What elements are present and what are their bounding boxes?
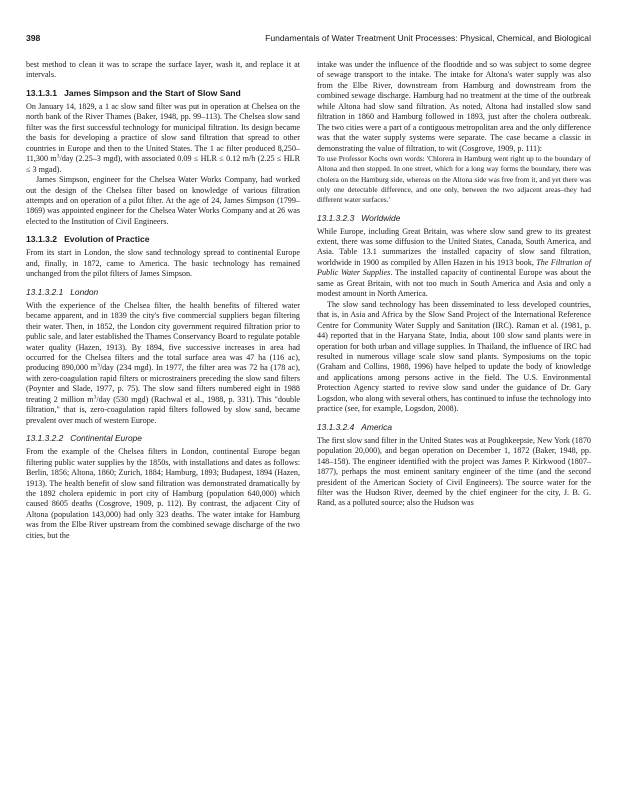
section-heading-13-1-3-1: 13.1.3.1 James Simpson and the Start of Slow Sand [26,87,241,98]
paragraph: The first slow sand filter in the United States was at Poughkeepsie, New York (1870 population 20,000), and began operation on December 1, 1872 (Baker, 1948, pp. 148–158). The engineer identified with the project was James P. Kirkwood (1807–1877), perhaps the most eminent sanitary engineer of the time (and the second president of the American Society of Civil Engineers). The source water for the filter was the Hudson River, deemed by the chief engineer for the city, J. B. G. Rand, as a polluted source; also the Hudson was [317,435,591,508]
paragraph: From the example of the Chelsea filters in London, continental Europe began filtering public water supplies by the 1850s, with installations and dates as follows: Berlin, 1856; Altona, 1860; Zurich, 1884; Hamburg, 1893; Budapest, 1894 (Hazen, 1913). The health benefit of slow sand filtration was demonstrated dramatically by the 1892 cholera epidemic in port city of Hamburg (population 640,000) which caused 8605 deaths (Cosgrove, 1909, p. 112). By contrast, the adjacent City of Altona (population 143,000) had only 323 deaths. The water intake for Hamburg was from the Elbe River upstream from the combined sewage discharge of the two cities, but the [26,447,300,540]
book-title: The Filtration of Public Water Supplies [317,257,591,278]
paragraph: From its start in London, the slow sand technology spread to continental Europe and, finally, in 1872, came to America. The basic technology has remained unchanged from the pilot filters of James Simpson. [26,248,300,279]
paragraph: With the experience of the Chelsea filter, the health benefits of filtered water became apparent, and in 1839 the city's five commercial suppliers began filtering their water. Then, in 1852, the London city government required filtration prior to public sale, and later established the Thames Conservancy Board to regulate potable water quality (Hazen, 1913). By 1894, five successive increases in area had occurred for the Chelsea filters and the total surface area was 47 ha (116 ac), producing 890,000 $m^3$/day (234 mgd). In 1977, the filter area was 72 ha (178 ac), with zero-coagulation rapid filters or microstrainers preceding the slow sand filters (Poynter and Slade, 1977, p. 75). The slow sand filters numbered eight in 1988 treating 2 million $m^3$/day (530 mgd) (Rachwal et al., 1988, p. 331). This "double filtration," that is, zero-coagulation rapid filters followed by slow sand, became prevalent over much of western Europe. [26,300,300,425]
block-quote: To use Professor Kochs own words: 'Chlorera in Hamburg went right up to the boundary of Altona and then stopped. In one street, which for a long way forms the boundary, there was cholera on the Hamburg side, whereas on the Altona side was free from it, and yet there was only one detectable difference, and one only, between the two adjacent areas–they had different water surfaces.' [317,154,591,205]
right-column [317,60,591,509]
paragraph: On January 14, 1829, a 1 ac slow sand filter was put in operation at Chelsea on the north bank of the River Thames (Baker, 1948, pp. 99–113). The Chelsea slow sand filter was the first successful technology for municipal filtration. Its design became the basis for developing a practice of slow sand filtration that spread to other countries in Europe and then to the United States. The 1 ac filter produced 8,250–11,300 $m^3$/day (2.25–3 mgd), with associated 0.09 ≤ HLR ≤ 0.12 m/h (2.25 ≤ HLR ≤ 3 mgad). [26,101,300,174]
running-title: Fundamentals of Water Treatment Unit Processes: Physical, Chemical, and Biological [265,33,591,43]
page-number: 398 [26,33,41,43]
paragraph: James Simpson, engineer for the Chelsea Water Works Company, had worked out the design of the Chelsea filter based on knowledge of various filtration attempts and on operation of a pilot filter. At the age of 24, James Simpson (1799–1869) was appointed engineer for the Chelsea Water Works Company and at 26 was elected to the Institution of Civil Engineers. [26,175,300,226]
paragraph: best method to clean it was to scrape the surface layer, wash it, and replace it at intervals. [26,60,300,80]
subsection-heading-america: 13.1.3.2.4 America [317,421,392,432]
paragraph: While Europe, including Great Britain, was where slow sand grew to its greatest extent, there was some diffusion to the United States, Canada, South America, and Asia. Table 13.1 summarizes the installed capacity of slow sand filtration, worldwide in 1900 as compiled by Allen Hazen in his 1913 book, The Filtration of Public Water Supplies. The installed capacity of continental Europe was about the same as Great Britain, with not too much in South America and Asia and only a modest amount in North America. [317,226,591,299]
running-header [26,33,591,47]
paragraph: The slow sand technology has been disseminated to less developed countries, that is, in Asia and Africa by the Slow Sand Project of the International Reference Centre for Community Water Supply and Sanitation (IRC). Raman et al. (1981, p. 44) reported that in the Haryana State, India, about 100 slow sand plants were in operation for both urban and village supplies. In Thailand, the influence of IRC had resulted in numerous village scale slow sand plants. Symposiums on the topic (Graham and Collins, 1988, 1996) have helped to update the body of knowledge and applications among persons active in the field. The U.S. Environmental Protection Agency started to revive slow sand under the guidance of Dr. Gary Logsdon, who along with several others, has continued to infuse the technology into practice (see, for example, Logsdon, 2008). [317,299,591,414]
subsection-heading-london: 13.1.3.2.1 London [26,286,99,297]
left-column [26,60,300,541]
section-heading-13-1-3-2: 13.1.3.2 Evolution of Practice [26,234,150,245]
subsection-heading-worldwide: 13.1.3.2.3 Worldwide [317,212,401,223]
subsection-heading-continental-europe: 13.1.3.2.2 Continental Europe [26,433,142,444]
paragraph: intake was under the influence of the floodtide and so was subject to some degree of sewage transport to the intake. The intake for Altona's water supply was also from the Elbe River, downstream from Hamburg and downstream from the combined sewage discharge. Hamburg had no treatment at the time of the outbreak while Altona had slow sand filtration. As noted, Altona had installed slow sand filtration in 1860 and Hamburg followed in 1893, just after the cholera outbreak. The two cities were a part of a contiguous metropolitan area and the only difference was that the water supply systems were separate. The case became a classic in demonstrating the value of filtration, to wit (Cosgrove, 1909, p. 111): [317,60,591,153]
